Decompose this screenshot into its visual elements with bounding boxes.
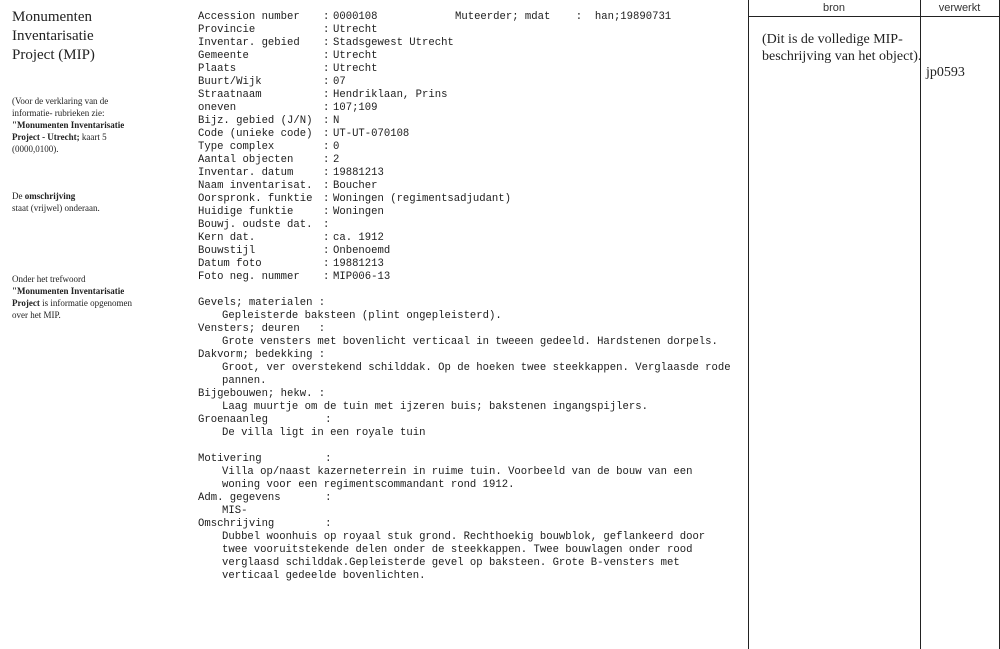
field-colon: : [323,271,330,283]
field-colon: : [323,102,330,114]
table-header-divider [748,16,1000,17]
record-field [198,193,511,206]
record-field [198,115,339,128]
field-colon: : [323,180,330,192]
note-bold-text: "Monumenten Inventarisatie Project [12,286,125,308]
project-title [12,8,182,65]
field-colon: : [323,37,330,49]
field-label: Plaats [198,63,237,75]
field-label: Bouwj. oudste dat. [198,219,313,231]
field-value: 19881213 [333,258,384,270]
section-label: Groenaanleg : [198,414,332,426]
field-label: Gemeente [198,50,249,62]
record-field [198,271,390,284]
field-value: ca. 1912 [333,232,384,244]
verwerkt-header: verwerkt [938,2,981,14]
field-value: 107;109 [333,102,378,114]
field-value: Hendriklaan, Prins [333,89,448,101]
field-colon: : [323,63,330,75]
field-value: Utrecht [333,24,378,36]
sidebar [12,8,182,320]
field-value: Woningen (regimentsadjudant) [333,193,512,205]
note-text: (Voor de verklaring van de informatie- rubrieken zie: [12,96,109,118]
field-value: Utrecht [333,50,378,62]
note-text: is informatie opgenomen over het MIP. [12,298,133,320]
field-label: Datum foto [198,258,262,270]
field-value: Utrecht [333,63,378,75]
field-value: Stadsgewest Utrecht [333,37,454,49]
record-field [198,258,384,271]
field-label: Inventar. datum [198,167,294,179]
field-label: Foto neg. nummer [198,271,300,283]
record-field [198,206,384,219]
field-value: 07 [333,76,346,88]
project-title-line: Project (MIP) [12,47,95,63]
section-body: Grote vensters met bovenlicht verticaal in tweeen gedeeld. Hardstenen dorpels. [222,336,718,348]
record-field [198,50,378,63]
section-body: Laag muurtje om de tuin met ijzeren buis; bakstenen ingangspijlers. [222,401,648,413]
note-bold-text: "Monumenten Inventarisatie Project - Utrecht; [12,120,125,142]
field-colon: : [323,11,330,23]
field-colon: : [323,219,330,231]
project-title-line: Monumenten [12,9,92,25]
record-field [198,154,339,167]
record-field [198,63,378,76]
field-label: Bouwstijl [198,245,256,257]
field-label: Straatnaam [198,89,262,101]
field-colon: : [323,245,330,257]
note-text: staat (vrijwel) onderaan. [12,203,100,213]
bron-header: bron [822,2,846,14]
record-field [198,219,333,232]
record-field [198,180,378,193]
field-value: MIP006-13 [333,271,391,283]
muteerder-field: Muteerder; mdat : han;19890731 [455,11,672,23]
section-spacer [198,440,743,453]
note-bold-text: omschrijving [24,191,76,201]
field-value: 0 [333,141,340,153]
section-label: Vensters; deuren : [198,323,326,335]
muteerder-label: Muteerder; mdat [455,11,551,23]
record-field [198,89,447,102]
field-label: oneven [198,102,237,114]
field-colon: : [323,167,330,179]
record-field [198,102,378,115]
field-colon: : [323,141,330,153]
field-colon: : [323,258,330,270]
project-title-line: Inventarisatie [12,28,94,44]
field-label: Inventar. gebied [198,37,300,49]
field-colon: : [323,115,330,127]
field-label: Oorspronk. funktie [198,193,313,205]
section-label: Adm. gegevens : [198,492,332,504]
field-colon: : [323,193,330,205]
field-value: 2 [333,154,340,166]
note-text: kaart 5 (0000,0100). [12,132,107,154]
field-colon: : [323,154,330,166]
bron-text: (Dit is de volledige MIP-beschrijving van het object). [762,32,922,64]
field-label: Aantal objecten [198,154,294,166]
field-label: Naam inventarisat. [198,180,313,192]
field-label: Code (unieke code) [198,128,313,140]
field-value: 0000108 [333,11,378,23]
record-field [198,24,378,37]
section-label: Gevels; materialen : [198,297,326,309]
field-colon: : [323,24,330,36]
record-field [198,245,390,258]
field-value: Woningen [333,206,384,218]
record-field [198,128,409,141]
field-value: UT-UT-070108 [333,128,410,140]
field-colon: : [323,50,330,62]
section-body: Villa op/naast kazerneterrein in ruime tuin. Voorbeeld van de bouw van een woning voor een regimentscommandant rond 1912. [222,466,693,491]
info-rubrieken-note [12,95,147,155]
record-field [198,76,346,89]
section-body: Groot, ver overstekend schilddak. Op de hoeken twee steekkappen. Verglaasde rode pannen. [222,362,731,387]
description-sections [198,297,743,583]
field-value: Boucher [333,180,378,192]
field-label: Provincie [198,24,256,36]
section-body: De villa ligt in een royale tuin [222,427,426,439]
verwerkt-code: jp0593 [926,65,965,80]
record-field [198,141,339,154]
field-colon: : [323,76,330,88]
section-label: Motivering : [198,453,332,465]
note-text: De [12,191,23,201]
omschrijving-note [12,190,137,214]
field-colon: : [323,232,330,244]
bron-table [748,0,1000,649]
table-border-left [748,0,749,649]
field-value: N [333,115,340,127]
field-value: 19881213 [333,167,384,179]
field-colon: : [323,89,330,101]
field-label: Kern dat. [198,232,256,244]
muteerder-value: han;19890731 [594,11,672,23]
field-label: Type complex [198,141,275,153]
field-label: Huidige funktie [198,206,294,218]
record-field [198,167,384,180]
trefwoord-note [12,273,147,321]
field-value: Onbenoemd [333,245,391,257]
record-field [198,11,378,24]
section-label: Bijgebouwen; hekw. : [198,388,326,400]
field-label: Buurt/Wijk [198,76,262,88]
section-label: Omschrijving : [198,518,332,530]
field-colon: : [323,206,330,218]
section-label: Dakvorm; bedekking : [198,349,326,361]
record-field [198,37,454,50]
table-column-divider [920,0,921,649]
section-body: Dubbel woonhuis op royaal stuk grond. Rechthoekig bouwblok, geflankeerd door twee vooruitstekende delen onder de steekkappen. Twee bouwlagen onder rood verglaasd schilddak.Gepleisterde gevel op baksteen. Grote B-vensters met verticaal gedeelde bovenlichten. [222,531,706,582]
section-body: Gepleisterde baksteen (plint ongepleisterd). [222,310,502,322]
record-field [198,232,384,245]
field-colon: : [323,128,330,140]
field-label: Accession number [198,11,300,23]
section-body: MIS- [222,505,248,517]
note-text: Onder het trefwoord [12,274,86,284]
field-label: Bijz. gebied (J/N) [198,115,313,127]
